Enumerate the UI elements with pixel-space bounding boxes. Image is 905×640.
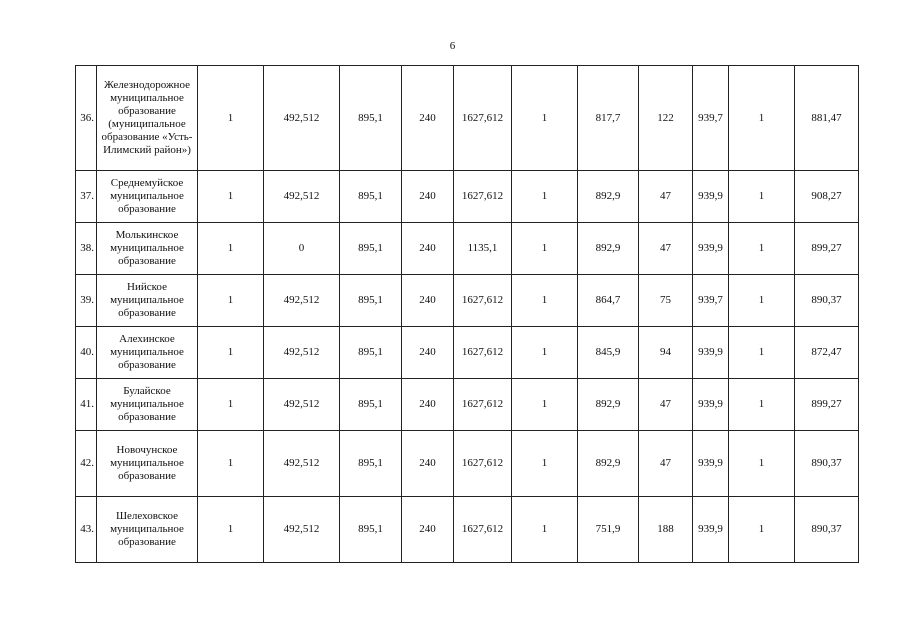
value-cell-col-9: 939,7 bbox=[693, 66, 729, 171]
value-cell-col-2: 492,512 bbox=[264, 379, 340, 431]
value-cell-col-6: 1 bbox=[512, 379, 578, 431]
value-cell-col-10: 1 bbox=[729, 66, 795, 171]
value-cell-col-6: 1 bbox=[512, 497, 578, 563]
value-cell-col-4: 240 bbox=[402, 223, 454, 275]
row-number: 38. bbox=[76, 223, 97, 275]
value-cell-col-4: 240 bbox=[402, 497, 454, 563]
row-number: 36. bbox=[76, 66, 97, 171]
value-cell-col-7: 845,9 bbox=[578, 327, 639, 379]
value-cell-col-7: 892,9 bbox=[578, 223, 639, 275]
value-cell-col-4: 240 bbox=[402, 66, 454, 171]
value-cell-col-1: 1 bbox=[198, 431, 264, 497]
table-body bbox=[76, 66, 859, 563]
value-cell-col-5: 1627,612 bbox=[454, 431, 512, 497]
value-cell-col-5: 1627,612 bbox=[454, 327, 512, 379]
value-cell-col-3: 895,1 bbox=[340, 327, 402, 379]
municipal-data-table bbox=[75, 65, 859, 563]
value-cell-col-8: 47 bbox=[639, 171, 693, 223]
value-cell-col-3: 895,1 bbox=[340, 431, 402, 497]
value-cell-col-11: 899,27 bbox=[795, 223, 859, 275]
value-cell-col-10: 1 bbox=[729, 497, 795, 563]
value-cell-col-6: 1 bbox=[512, 171, 578, 223]
value-cell-col-10: 1 bbox=[729, 171, 795, 223]
value-cell-col-1: 1 bbox=[198, 327, 264, 379]
municipality-name: Шелеховское муниципальное образование bbox=[97, 497, 198, 563]
value-cell-col-11: 908,27 bbox=[795, 171, 859, 223]
value-cell-col-7: 864,7 bbox=[578, 275, 639, 327]
value-cell-col-5: 1627,612 bbox=[454, 171, 512, 223]
value-cell-col-8: 47 bbox=[639, 431, 693, 497]
table-row bbox=[76, 275, 859, 327]
row-number: 40. bbox=[76, 327, 97, 379]
table-row bbox=[76, 223, 859, 275]
value-cell-col-11: 872,47 bbox=[795, 327, 859, 379]
table-row bbox=[76, 431, 859, 497]
value-cell-col-5: 1627,612 bbox=[454, 66, 512, 171]
table-row bbox=[76, 327, 859, 379]
municipality-name: Нийское муниципальное образование bbox=[97, 275, 198, 327]
value-cell-col-9: 939,9 bbox=[693, 223, 729, 275]
value-cell-col-11: 881,47 bbox=[795, 66, 859, 171]
value-cell-col-2: 492,512 bbox=[264, 497, 340, 563]
value-cell-col-10: 1 bbox=[729, 327, 795, 379]
value-cell-col-6: 1 bbox=[512, 431, 578, 497]
table-row bbox=[76, 66, 859, 171]
value-cell-col-10: 1 bbox=[729, 431, 795, 497]
value-cell-col-1: 1 bbox=[198, 223, 264, 275]
value-cell-col-2: 492,512 bbox=[264, 327, 340, 379]
value-cell-col-8: 122 bbox=[639, 66, 693, 171]
value-cell-col-4: 240 bbox=[402, 275, 454, 327]
municipality-name: Булайское муниципальное образование bbox=[97, 379, 198, 431]
value-cell-col-4: 240 bbox=[402, 431, 454, 497]
table-row bbox=[76, 379, 859, 431]
table-row bbox=[76, 171, 859, 223]
row-number: 41. bbox=[76, 379, 97, 431]
row-number: 39. bbox=[76, 275, 97, 327]
value-cell-col-10: 1 bbox=[729, 379, 795, 431]
value-cell-col-11: 890,37 bbox=[795, 497, 859, 563]
value-cell-col-6: 1 bbox=[512, 275, 578, 327]
value-cell-col-2: 492,512 bbox=[264, 431, 340, 497]
value-cell-col-1: 1 bbox=[198, 171, 264, 223]
municipality-name: Молькинское муниципальное образование bbox=[97, 223, 198, 275]
value-cell-col-8: 94 bbox=[639, 327, 693, 379]
value-cell-col-1: 1 bbox=[198, 379, 264, 431]
value-cell-col-3: 895,1 bbox=[340, 223, 402, 275]
value-cell-col-8: 188 bbox=[639, 497, 693, 563]
row-number: 42. bbox=[76, 431, 97, 497]
municipality-name: Новочунское муниципальное образование bbox=[97, 431, 198, 497]
value-cell-col-9: 939,9 bbox=[693, 379, 729, 431]
value-cell-col-9: 939,9 bbox=[693, 327, 729, 379]
value-cell-col-1: 1 bbox=[198, 66, 264, 171]
value-cell-col-5: 1627,612 bbox=[454, 379, 512, 431]
value-cell-col-2: 0 bbox=[264, 223, 340, 275]
value-cell-col-5: 1627,612 bbox=[454, 497, 512, 563]
value-cell-col-7: 817,7 bbox=[578, 66, 639, 171]
value-cell-col-11: 899,27 bbox=[795, 379, 859, 431]
value-cell-col-2: 492,512 bbox=[264, 171, 340, 223]
value-cell-col-1: 1 bbox=[198, 497, 264, 563]
value-cell-col-11: 890,37 bbox=[795, 275, 859, 327]
value-cell-col-5: 1627,612 bbox=[454, 275, 512, 327]
row-number: 43. bbox=[76, 497, 97, 563]
value-cell-col-8: 75 bbox=[639, 275, 693, 327]
value-cell-col-11: 890,37 bbox=[795, 431, 859, 497]
municipality-name: Алехинское муниципальное образование bbox=[97, 327, 198, 379]
value-cell-col-4: 240 bbox=[402, 171, 454, 223]
value-cell-col-7: 892,9 bbox=[578, 379, 639, 431]
value-cell-col-9: 939,9 bbox=[693, 171, 729, 223]
value-cell-col-1: 1 bbox=[198, 275, 264, 327]
value-cell-col-7: 892,9 bbox=[578, 431, 639, 497]
value-cell-col-10: 1 bbox=[729, 223, 795, 275]
value-cell-col-2: 492,512 bbox=[264, 275, 340, 327]
value-cell-col-9: 939,9 bbox=[693, 497, 729, 563]
value-cell-col-3: 895,1 bbox=[340, 497, 402, 563]
value-cell-col-9: 939,9 bbox=[693, 431, 729, 497]
municipality-name: Среднемуйское муниципальное образование bbox=[97, 171, 198, 223]
value-cell-col-6: 1 bbox=[512, 223, 578, 275]
value-cell-col-10: 1 bbox=[729, 275, 795, 327]
value-cell-col-9: 939,7 bbox=[693, 275, 729, 327]
value-cell-col-6: 1 bbox=[512, 66, 578, 171]
value-cell-col-2: 492,512 bbox=[264, 66, 340, 171]
value-cell-col-7: 751,9 bbox=[578, 497, 639, 563]
municipality-name: Железнодорожное муниципальное образование (муниципальное образование «Усть-Илимский район») bbox=[97, 66, 198, 171]
value-cell-col-4: 240 bbox=[402, 327, 454, 379]
row-number: 37. bbox=[76, 171, 97, 223]
value-cell-col-3: 895,1 bbox=[340, 66, 402, 171]
value-cell-col-8: 47 bbox=[639, 223, 693, 275]
value-cell-col-3: 895,1 bbox=[340, 171, 402, 223]
value-cell-col-4: 240 bbox=[402, 379, 454, 431]
page-number: 6 bbox=[449, 40, 456, 52]
value-cell-col-8: 47 bbox=[639, 379, 693, 431]
value-cell-col-6: 1 bbox=[512, 327, 578, 379]
table-row bbox=[76, 497, 859, 563]
value-cell-col-7: 892,9 bbox=[578, 171, 639, 223]
value-cell-col-5: 1135,1 bbox=[454, 223, 512, 275]
value-cell-col-3: 895,1 bbox=[340, 379, 402, 431]
value-cell-col-3: 895,1 bbox=[340, 275, 402, 327]
